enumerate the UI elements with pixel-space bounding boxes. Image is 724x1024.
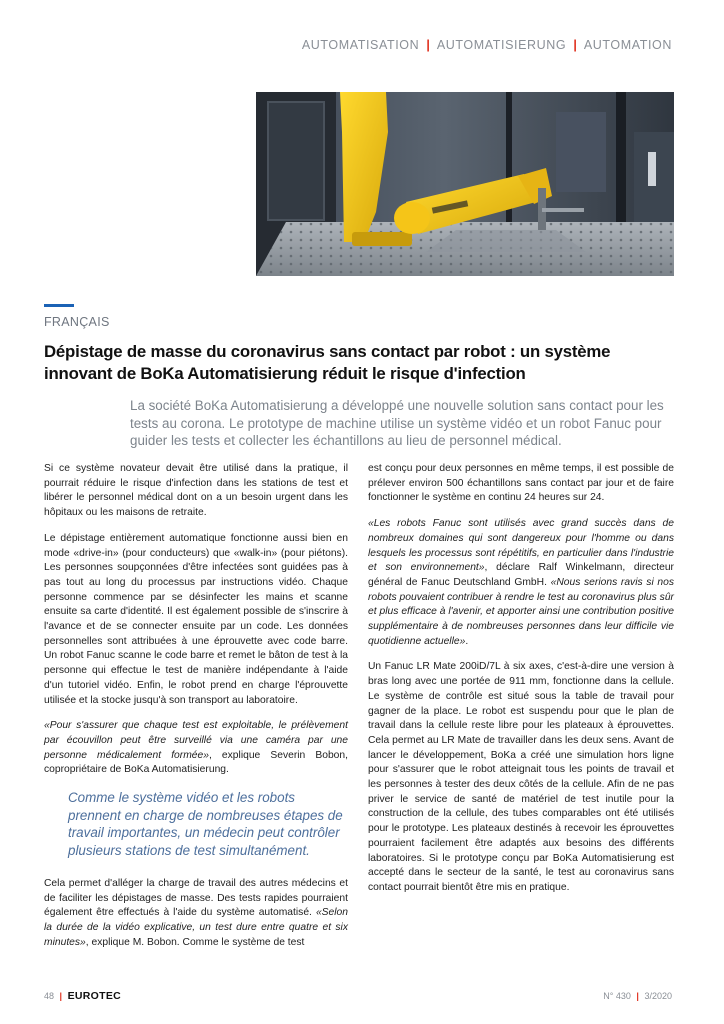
- paragraph-text: .: [465, 635, 469, 647]
- pull-quote: Comme le système vidéo et les robots prennent en charge de nombreuses étapes de travail importantes, un médecin peut contrôler plusieurs stations de test simultanément.: [68, 790, 343, 858]
- language-accent-bar: [44, 304, 74, 307]
- header-section-en: AUTOMATION: [583, 38, 672, 52]
- paragraph: [44, 719, 348, 778]
- article-lead: La société BoKa Automatisierung a développé une nouvelle solution sans contact pour les tests au corona. Le prototype de machine utilise un système vidéo et un robot Fanuc pour guider les tests et collecter les échantillons au lieu de personnel médical.: [130, 398, 664, 448]
- footer-separator: |: [59, 991, 63, 1001]
- paragraph-text: , explique Severin Bobon, copropriétaire de BoKa Automatisierung.: [44, 749, 348, 776]
- running-header: [302, 38, 672, 52]
- page-footer-left: [44, 990, 121, 1002]
- paragraph: [368, 517, 674, 649]
- paragraph: Le dépistage entièrement automatique fonctionne aussi bien en mode «drive-in» (pour conducteurs) que «walk-in» (pour piétons). Les personnes soupçonnées d'être infectées sont guidées pas à pas tout au long du processus par instructions vidéo. Chaque personne commence par se désinfecter les mains et scanne ensuite sa carte d'identité. Il est également possible de s'inscrire à l'avance et de se connecter ensuite par un code. Les données personnelles sont attribuées à une éprouvette avec code barre. Un robot Fanuc scanne le code barre et remet le bâton de test à la personne qui effectue le test de manière indépendante à l'aide d'un tutoriel vidéo. Enfin, le robot prend en charge l'éprouvette utilisée et la stocke jusqu'à son transport au laboratoire.: [44, 532, 348, 706]
- language-label: FRANÇAIS: [44, 315, 110, 329]
- quote-text: «Pour s'assurer que chaque test est exploitable, le prélèvement par écouvillon peut être surveillé via une caméra par une personne médicalement formée»: [44, 720, 348, 761]
- page-number: 48: [44, 991, 55, 1001]
- article-column-right: [368, 462, 674, 907]
- article-title: Dépistage de masse du coronavirus sans contact par robot : un système innovant de BoKa Automatisierung réduit le risque d'infection: [44, 342, 611, 383]
- paragraph-text: , déclare Ralf Winkelmann, directeur général de Fanuc Deutschland GmbH.: [368, 562, 674, 588]
- robot-photo-illustration: [256, 92, 674, 276]
- quote-text: «Selon la durée de la vidéo explicative, un test dure entre quatre et six minutes»: [44, 907, 348, 948]
- paragraph: [44, 877, 348, 951]
- header-section-de: AUTOMATISIERUNG: [436, 38, 567, 52]
- magazine-brand: EUROTEC: [67, 990, 122, 1002]
- header-section-fr: AUTOMATISATION: [301, 38, 420, 52]
- footer-separator: |: [636, 991, 639, 1001]
- paragraph: Si ce système novateur devait être utilisé dans la pratique, il pourrait réduire le risque d'infection dans les stations de test et libérer le personnel médical dont on a un besoin urgent dans les hôpitaux ou les maisons de retraite.: [44, 463, 348, 519]
- paragraph-text: , explique M. Bobon. Comme le système de test: [85, 936, 305, 948]
- header-separator: |: [573, 38, 578, 52]
- paragraph: est conçu pour deux personnes en même temps, il est possible de prélever environ 500 échantillons sans contact par jour et de faire fonctionner le système en continu 24 heures sur 24.: [368, 463, 674, 504]
- paragraph-text: Cela permet d'alléger la charge de travail des autres médecins et de faciliter les dépistages de masse. Des tests rapides pourraient également être effectués à l'aide du système automatisé.: [44, 878, 348, 919]
- issue-number: N° 430: [603, 991, 631, 1001]
- header-separator: |: [426, 38, 431, 52]
- quote-text: «Nous serions ravis si nos robots pouvaient contribuer à rendre le test au coronavirus plus sûr et plus efficace à l'avenir, et apporter ainsi une contribution positive supplémentaire à de nombreuses personnes dans leur difficile vie quotidienne actuelle»: [368, 576, 675, 647]
- issue-date: 3/2020: [644, 991, 672, 1001]
- article-column-left: [44, 462, 348, 962]
- paragraph: Un Fanuc LR Mate 200iD/7L à six axes, c'est-à-dire une version à bras long avec une portée de 911 mm, fonctionne dans la cellule. Le système de contrôle est situé sous la table de travail pour gagner de la place. Le robot est suspendu pour que le plan de travail dans la cellule reste libre pour les plateaux à éprouvettes. Cela permet au LR Mate de travailler dans les deux sens. Avant de lancer le développement, BoKa a créé une simulation hors ligne pour s'assurer que le robot atteignait tous les points de travail et les personnes à tester des deux côtés de la cellule. Afin de ne pas priver le service de santé de matériel de test inutile pour la construction de la cellule, des tubes comparables ont été utilisés pour le prototype. Les plateaux destinés à recevoir les éprouvettes pourraient facilement être adaptés aux besoins des différents laboratoires. Si le prototype conçu par BoKa Automatisierung est accepté dans le secteur de la santé, le test au coronavirus sans contact pourrait bientôt être mis en pratique.: [368, 661, 674, 893]
- quote-text: «Les robots Fanuc sont utilisés avec grand succès dans de nombreux domaines qui sont dangereux pour l'homme ou dans lesquels les processus sont répétitifs, en particulier dans l'industrie et son environnement»: [368, 518, 674, 574]
- page-footer-right: [603, 991, 672, 1001]
- robot-photo: [256, 92, 674, 276]
